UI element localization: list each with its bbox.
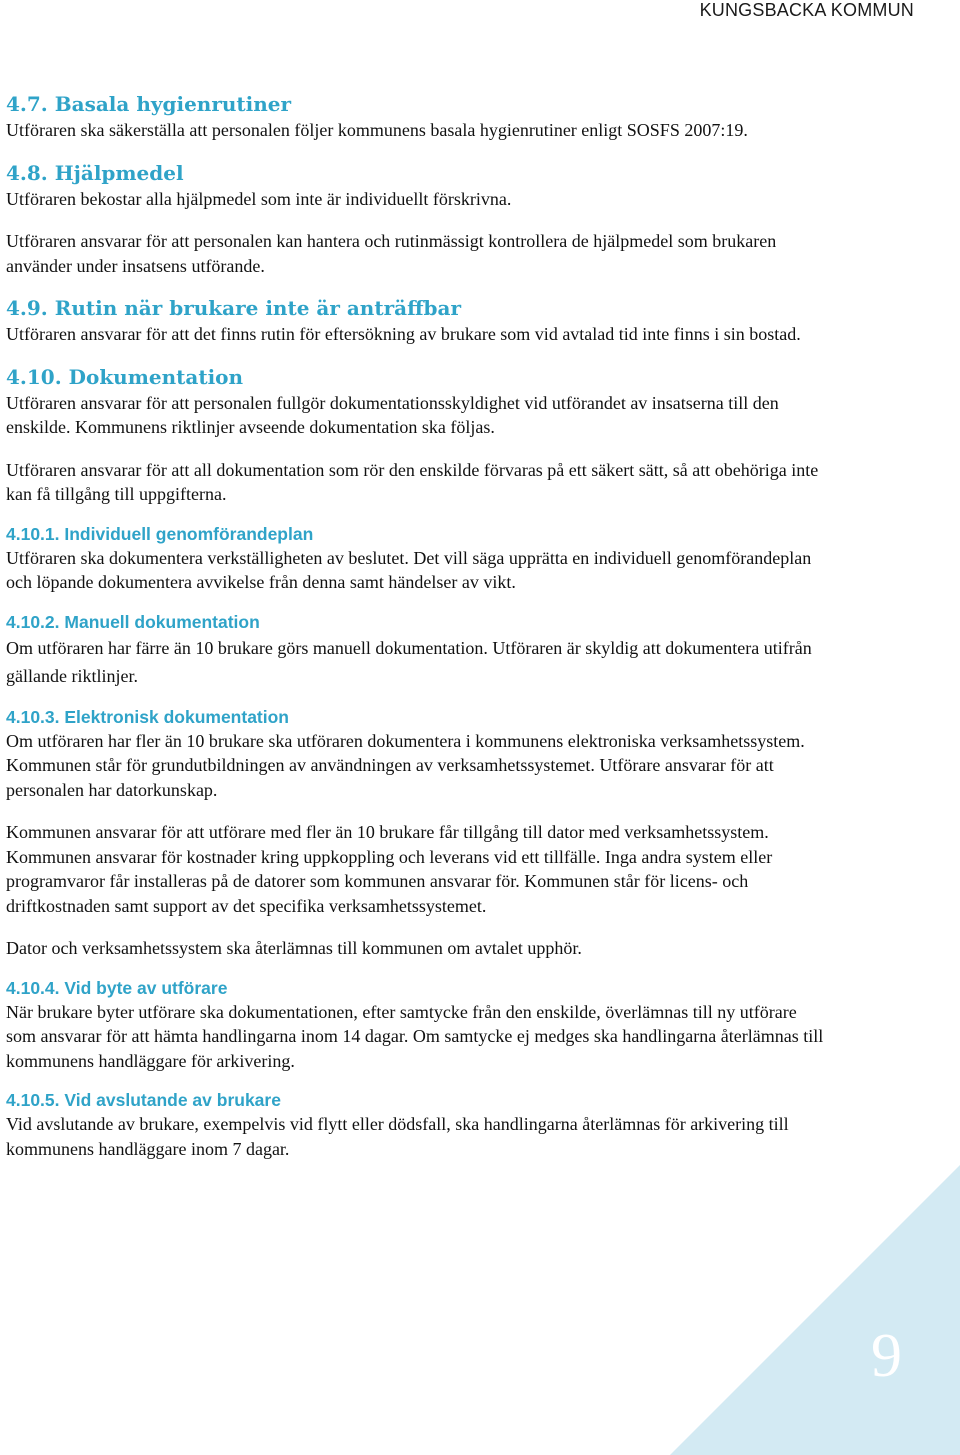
heading-manuell-dokumentation: 4.10.2. Manuell dokumentation (6, 611, 260, 632)
document-body (6, 90, 826, 1161)
heading-avslutande-av-brukare: 4.10.5. Vid avslutande av brukare (6, 1090, 281, 1110)
heading-dokumentation: 4.10. Dokumentation (6, 364, 244, 389)
paragraph-dokumentation-2: Utföraren ansvarar för att all dokumentation som rör den enskilde förvaras på ett säkert sätt, så att obehöriga inte kan få tillgång till uppgifterna. (6, 459, 819, 504)
page-corner-decoration (670, 1165, 960, 1455)
paragraph-hygienrutiner: Utföraren ska säkerställa att personalen följer kommunens basala hygienrutiner enligt SOSFS 2007:19. (6, 120, 748, 140)
page-header-organization: KUNGSBACKA KOMMUN (699, 0, 914, 20)
heading-basala-hygienrutiner: 4.7. Basala hygienrutiner (6, 92, 292, 116)
heading-byte-av-utforare: 4.10.4. Vid byte av utförare (6, 977, 228, 998)
paragraph-manuell-dokumentation: Om utföraren har färre än 10 brukare görs manuell dokumentation. Utföraren är skyldig att dokumentera utifrån gällande riktlinjer. (6, 637, 812, 686)
paragraph-byte-av-utforare: När brukare byter utförare ska dokumentationen, efter samtycke från den enskilde, överlämnas till ny utförare som ansvarar för att hämta handlingarna inom 14 dagar. Om samtycke ej medges ska handlingarna återlämnas till kommunens handläggare för arkivering. (6, 1001, 824, 1071)
heading-hjalpmedel: 4.8. Hjälpmedel (6, 160, 184, 185)
paragraph-avslutande-av-brukare: Vid avslutande av brukare, exempelvis vid flytt eller dödsfall, ska handlingarna återlämnas för arkivering till kommunens handläggare inom 7 dagar. (6, 1114, 789, 1159)
paragraph-rutin-antraffbar: Utföraren ansvarar för att det finns rutin för eftersökning av brukare som vid avtalad tid inte finns i sin bostad. (6, 324, 801, 344)
paragraph-dokumentation-1: Utföraren ansvarar för att personalen fullgör dokumentationsskyldighet vid utförandet av insatserna till den enskilde. Kommunens riktlinjer avseende dokumentation ska följas. (6, 392, 779, 437)
heading-individuell-genomforandeplan: 4.10.1. Individuell genomförandeplan (6, 523, 314, 544)
paragraph-hjalpmedel-1: Utföraren bekostar alla hjälpmedel som inte är individuellt förskrivna. (6, 188, 512, 209)
heading-elektronisk-dokumentation: 4.10.3. Elektronisk dokumentation (6, 706, 289, 727)
paragraph-hjalpmedel-2: Utföraren ansvarar för att personalen kan hantera och rutinmässigt kontrollera de hjälpmedel som brukaren använder under insatsens utförande. (6, 231, 777, 276)
paragraph-genomforandeplan: Utföraren ska dokumentera verkställigheten av beslutet. Det vill säga upprätta en individuell genomförandeplan och löpande dokumentera avvikelse från denna samt händelser av vikt. (6, 547, 812, 592)
paragraph-elektronisk-3: Dator och verksamhetssystem ska återlämnas till kommunen om avtalet upphör. (6, 938, 582, 958)
heading-rutin-antraffbar: 4.9. Rutin när brukare inte är anträffbar (6, 296, 461, 320)
paragraph-elektronisk-2: Kommunen ansvarar för att utförare med fler än 10 brukare får tillgång till dator med verksamhetssystem. Kommunen ansvarar för kostnader kring uppkoppling och leverans vid ett tillfälle. Inga andra system eller programvaror får installeras på de datorer som kommunen ansvarar för. Kommunen står för licens- och driftkostnaden samt support av det specifika verksamhetssystemet. (6, 822, 773, 916)
page-number: 9 (871, 1322, 902, 1390)
paragraph-elektronisk-1: Om utföraren har fler än 10 brukare ska utföraren dokumentera i kommunens elektroniska verksamhetssystem. Kommunen står för grundutbildningen av användningen av verksamhetssystemet. Utförare ansvarar för att personalen har datorkunskap. (6, 730, 805, 800)
